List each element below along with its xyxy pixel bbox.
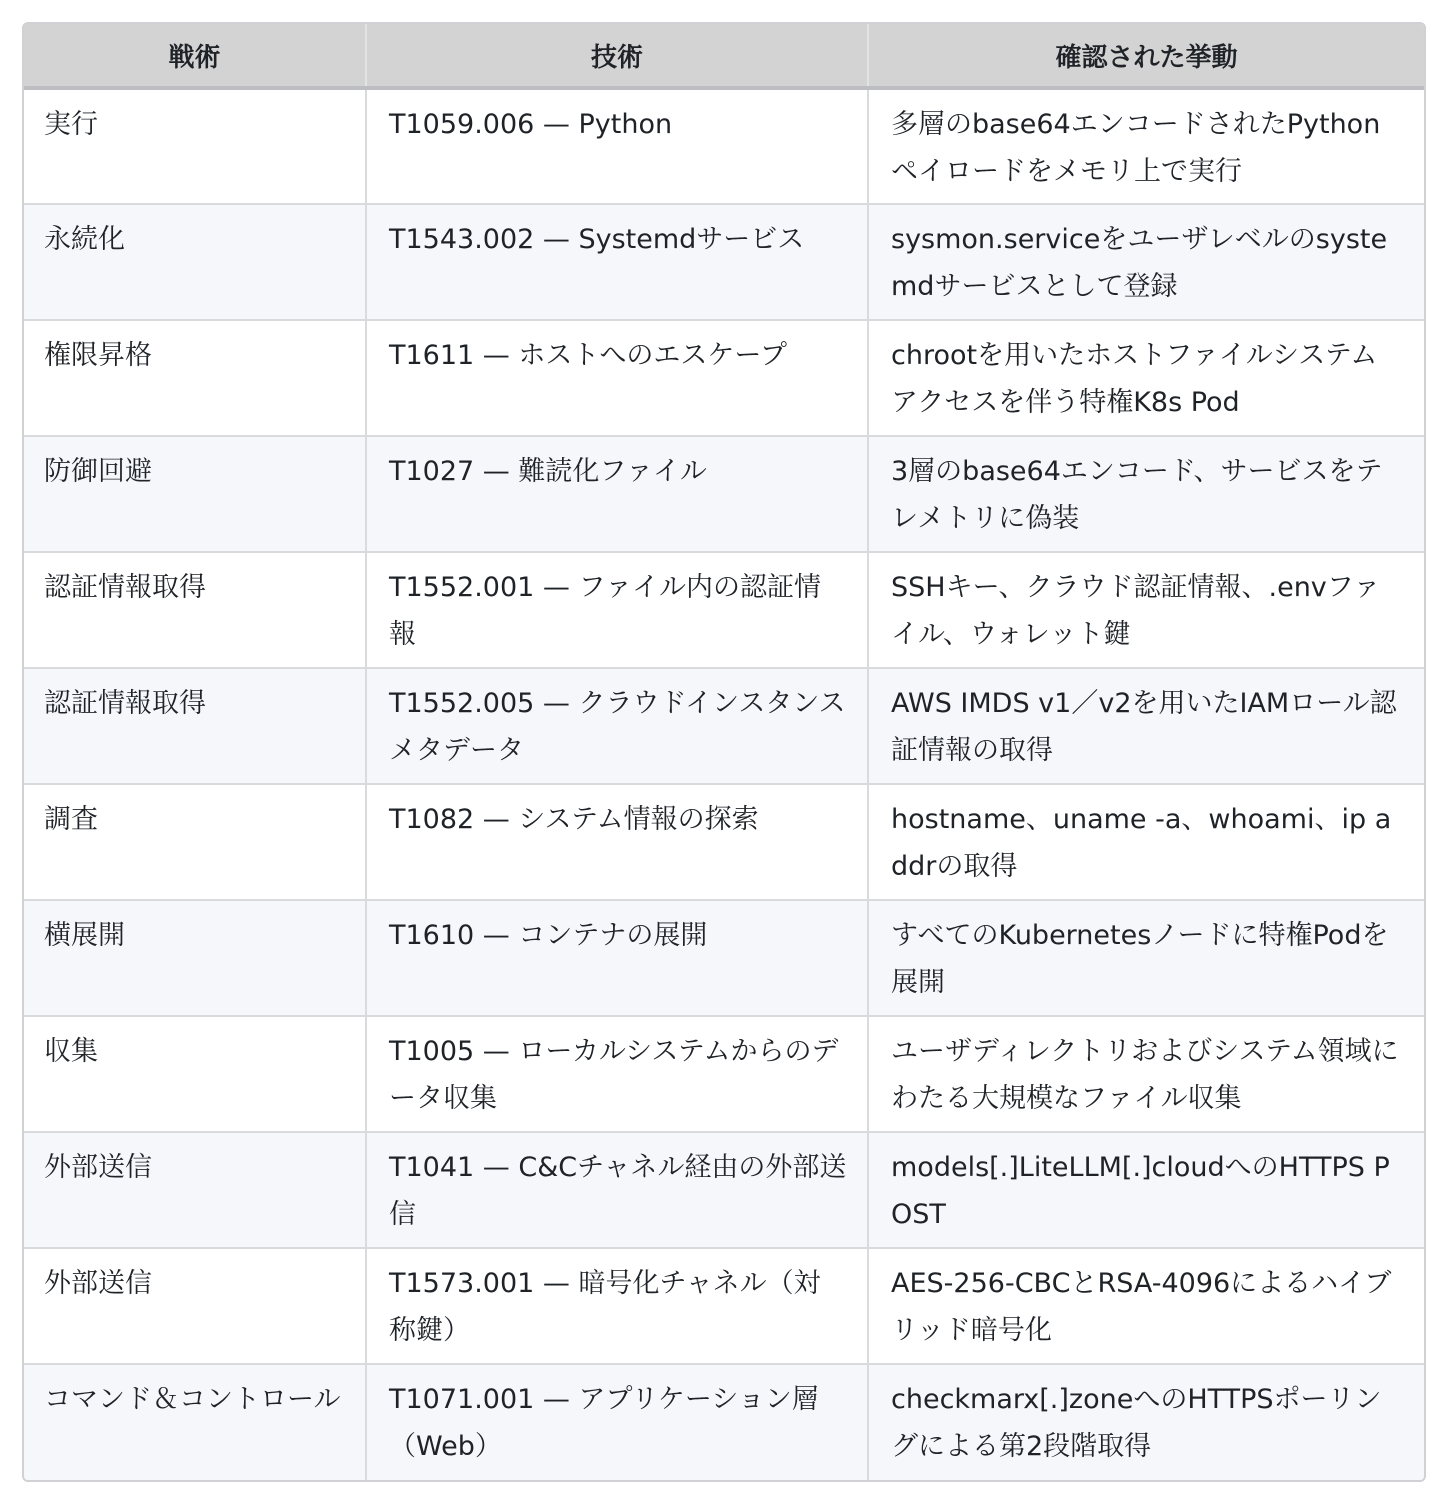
behavior-cell: AWS IMDS v1／v2を用いたIAMロール認証情報の取得 [868, 668, 1424, 784]
technique-cell: T1027 — 難読化ファイル [366, 436, 868, 552]
behavior-cell: 多層のbase64エンコードされたPythonペイロードをメモリ上で実行 [868, 88, 1424, 204]
technique-cell: T1082 — システム情報の探索 [366, 784, 868, 900]
technique-cell: T1611 — ホストへのエスケープ [366, 320, 868, 436]
header-technique: 技術 [366, 24, 868, 88]
technique-cell: T1552.001 — ファイル内の認証情報 [366, 552, 868, 668]
table-row [24, 320, 1424, 436]
behavior-cell: ユーザディレクトリおよびシステム領域にわたる大規模なファイル収集 [868, 1016, 1424, 1132]
table-header [24, 24, 1424, 88]
behavior-cell: sysmon.serviceをユーザレベルのsystemdサービスとして登録 [868, 204, 1424, 320]
technique-cell: T1573.001 — 暗号化チャネル（対称鍵） [366, 1248, 868, 1364]
tactic-cell: 認証情報取得 [24, 552, 366, 668]
table-row [24, 552, 1424, 668]
table-row [24, 204, 1424, 320]
table-row [24, 668, 1424, 784]
behavior-cell: すべてのKubernetesノードに特権Podを展開 [868, 900, 1424, 1016]
behavior-cell: hostname、uname -a、whoami、ip addrの取得 [868, 784, 1424, 900]
tactic-cell: 防御回避 [24, 436, 366, 552]
attack-table [24, 24, 1424, 1480]
tactic-cell: 権限昇格 [24, 320, 366, 436]
tactic-cell: 横展開 [24, 900, 366, 1016]
header-behavior: 確認された挙動 [868, 24, 1424, 88]
tactic-cell: 外部送信 [24, 1248, 366, 1364]
header-row [24, 24, 1424, 88]
tactic-cell: 外部送信 [24, 1132, 366, 1248]
table-row [24, 1248, 1424, 1364]
tactic-cell: 収集 [24, 1016, 366, 1132]
tactic-cell: 認証情報取得 [24, 668, 366, 784]
table-row [24, 1016, 1424, 1132]
behavior-cell: AES-256-CBCとRSA-4096によるハイブリッド暗号化 [868, 1248, 1424, 1364]
technique-cell: T1059.006 — Python [366, 88, 868, 204]
mitre-attack-table [22, 22, 1426, 1482]
table-body [24, 88, 1424, 1480]
header-tactic: 戦術 [24, 24, 366, 88]
tactic-cell: コマンド＆コントロール [24, 1364, 366, 1480]
technique-cell: T1005 — ローカルシステムからのデータ収集 [366, 1016, 868, 1132]
table-row [24, 1364, 1424, 1480]
table-row [24, 436, 1424, 552]
technique-cell: T1552.005 — クラウドインスタンスメタデータ [366, 668, 868, 784]
behavior-cell: models[.]LiteLLM[.]cloudへのHTTPS POST [868, 1132, 1424, 1248]
behavior-cell: checkmarx[.]zoneへのHTTPSポーリングによる第2段階取得 [868, 1364, 1424, 1480]
behavior-cell: chrootを用いたホストファイルシステムアクセスを伴う特権K8s Pod [868, 320, 1424, 436]
table-row [24, 784, 1424, 900]
table-row [24, 900, 1424, 1016]
tactic-cell: 調査 [24, 784, 366, 900]
behavior-cell: 3層のbase64エンコード、サービスをテレメトリに偽装 [868, 436, 1424, 552]
tactic-cell: 永続化 [24, 204, 366, 320]
technique-cell: T1041 — C&Cチャネル経由の外部送信 [366, 1132, 868, 1248]
table-row [24, 1132, 1424, 1248]
tactic-cell: 実行 [24, 88, 366, 204]
technique-cell: T1071.001 — アプリケーション層（Web） [366, 1364, 868, 1480]
technique-cell: T1610 — コンテナの展開 [366, 900, 868, 1016]
technique-cell: T1543.002 — Systemdサービス [366, 204, 868, 320]
table-row [24, 88, 1424, 204]
behavior-cell: SSHキー、クラウド認証情報、.envファイル、ウォレット鍵 [868, 552, 1424, 668]
